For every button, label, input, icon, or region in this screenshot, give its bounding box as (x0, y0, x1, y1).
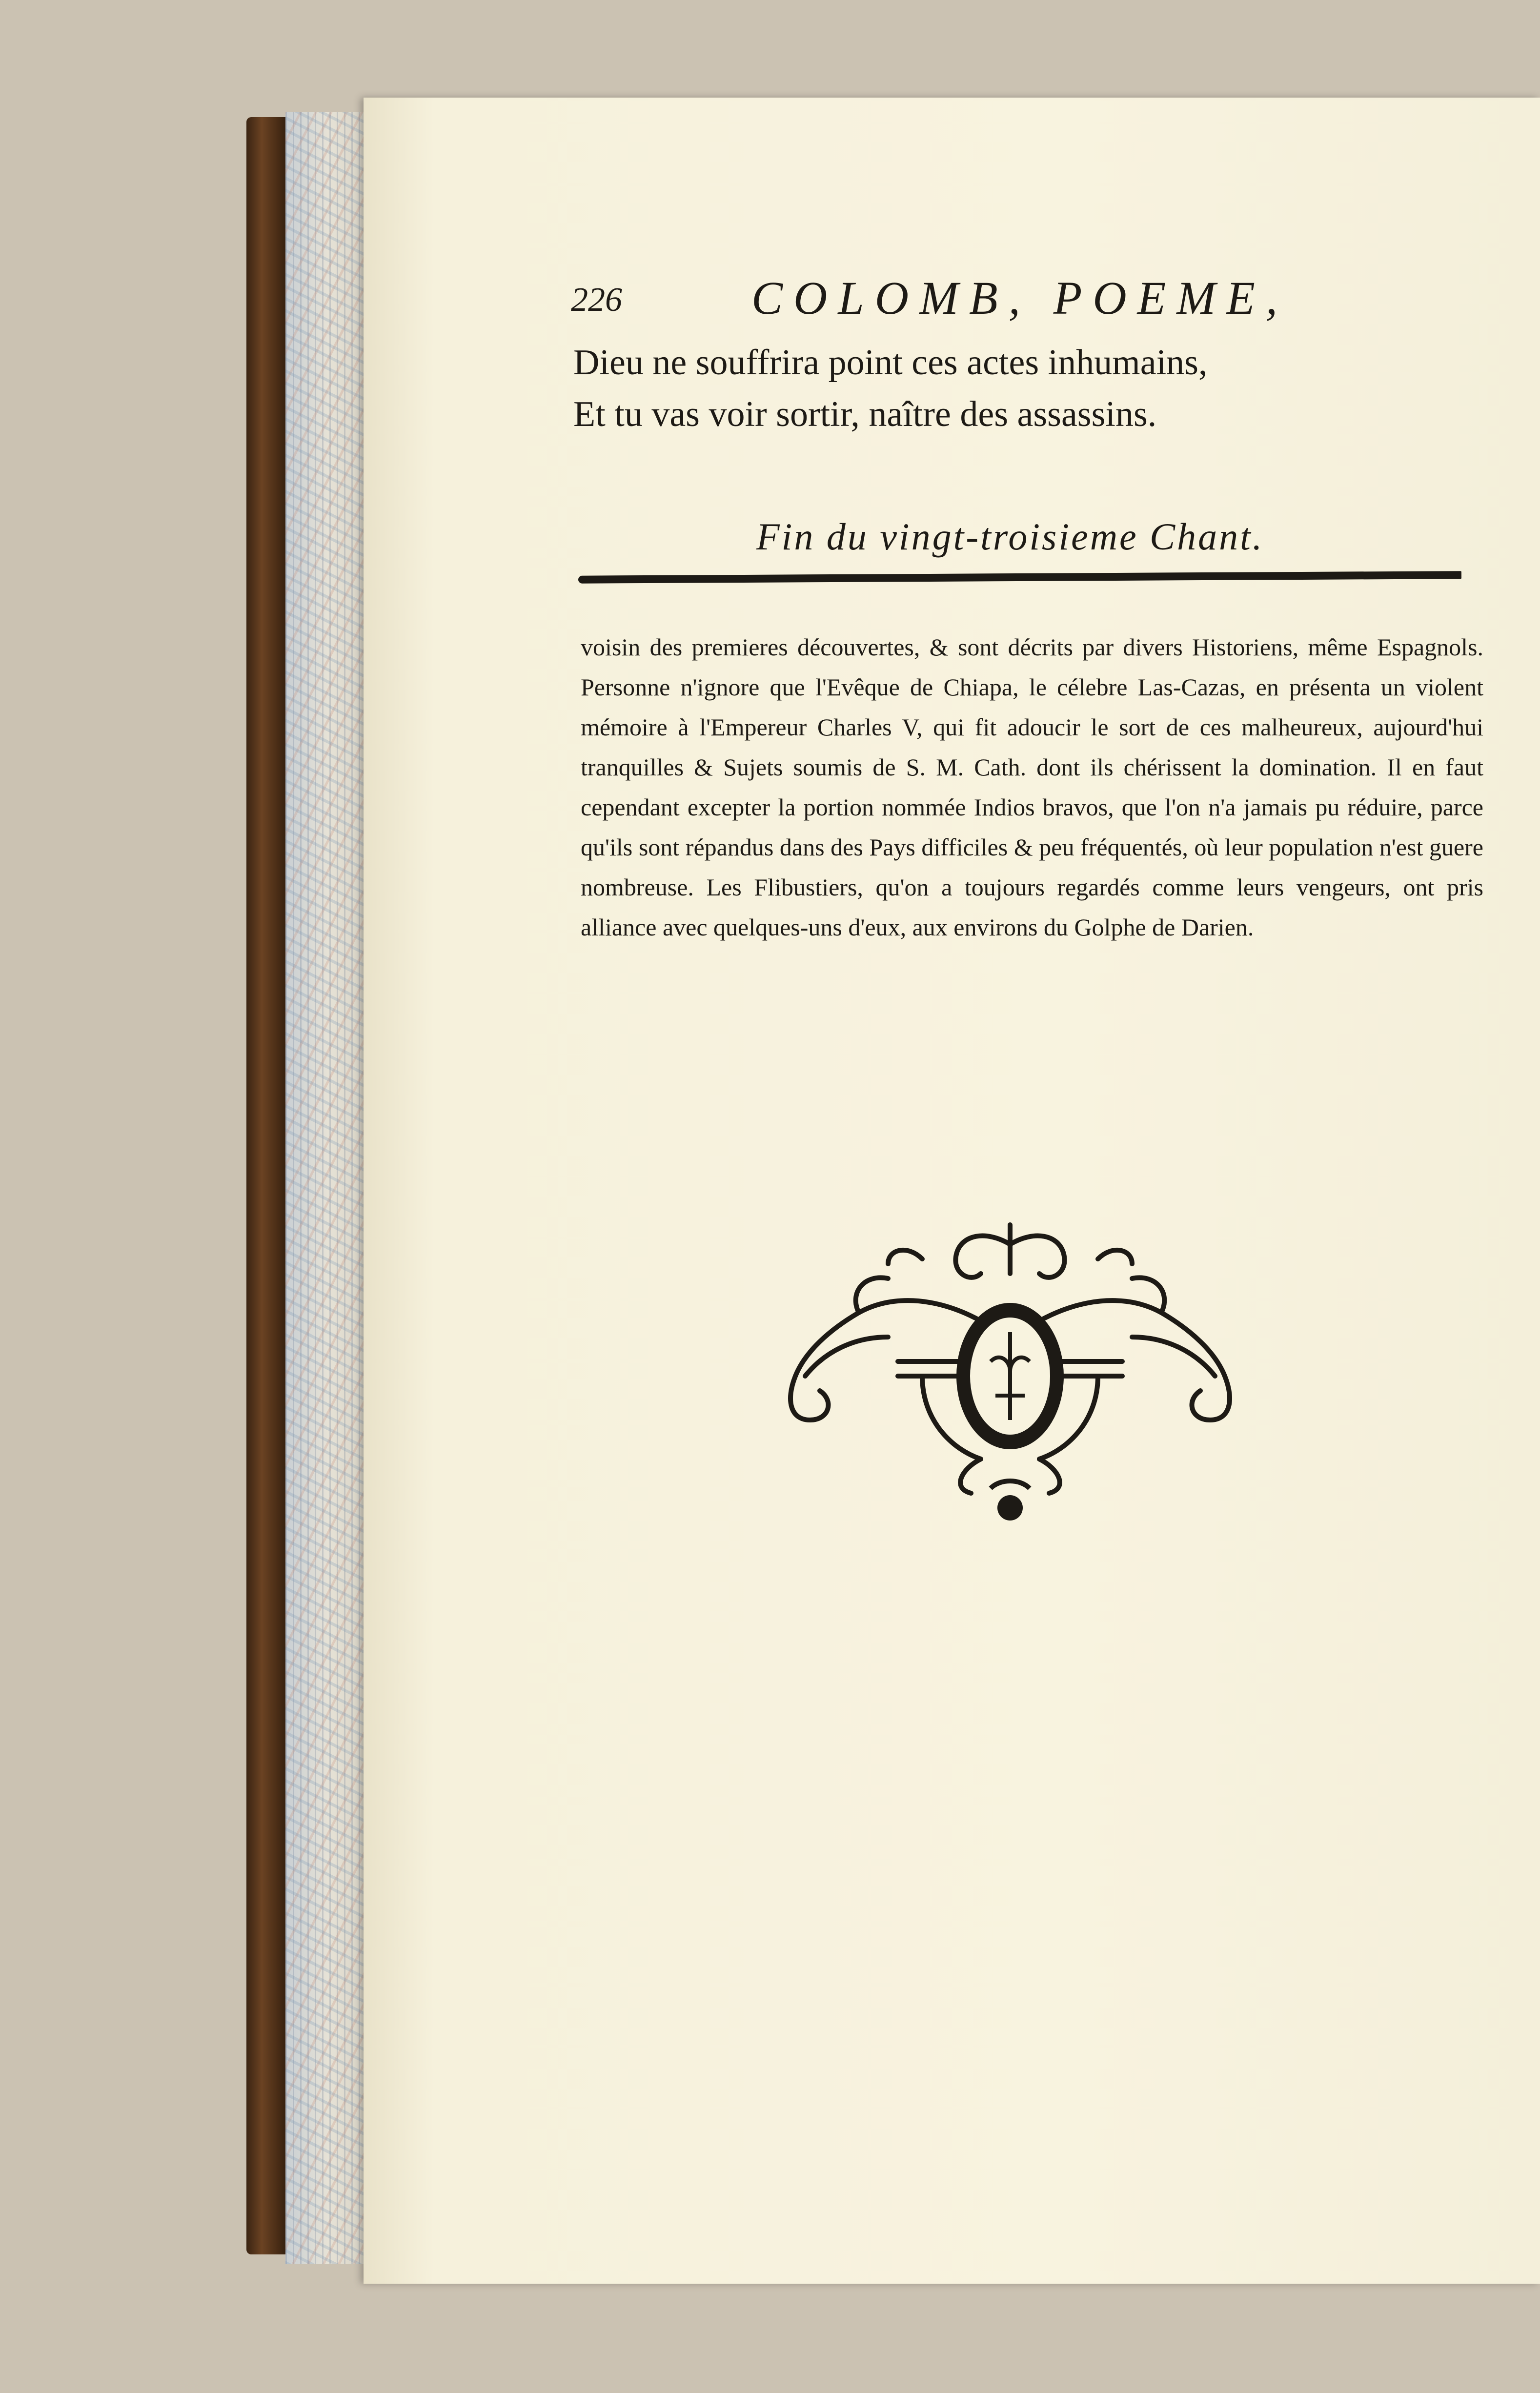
book-spine (246, 117, 290, 2254)
page-number: 226 (571, 281, 622, 319)
verse-block (573, 337, 1393, 440)
footnote-paragraph: voisin des premieres découvertes, & sont décrits par divers Historiens, même Espagnols. Personne n'ignore que l'Evêque de Chiapa, le célebre Las-Cazas, en présenta un violent mémoire à l'Empereur Charles V, qui fit adoucir le sort de ces malheureux, aujourd'hui tranquilles & Sujets soumis de S. M. Cath. dont ils chérissent la domination. Il en faut cependant excepter la portion nommée Indios bravos, que l'on n'a jamais pu réduire, parce qu'ils sont répandus dans des Pays difficiles & peu fréquentés, où leur population n'est guere nombreuse. Les Flibustiers, qu'on a toujours regardés comme leurs vengeurs, ont pris alliance avec quelques-uns d'eux, aux environs du Golphe de Darien. (581, 633, 1483, 941)
chant-end-heading: Fin du vingt-troisieme Chant. (756, 515, 1264, 558)
running-head (571, 271, 1371, 324)
marbled-page-edge (285, 112, 371, 2264)
verse-line: Dieu ne souffrira point ces actes inhumains, (573, 343, 1208, 383)
ornament-vignette (776, 1215, 1244, 1537)
verse-line: Et tu vas voir sortir, naître des assassins. (573, 394, 1157, 434)
running-title: COLOMB, POEME, (751, 272, 1288, 324)
